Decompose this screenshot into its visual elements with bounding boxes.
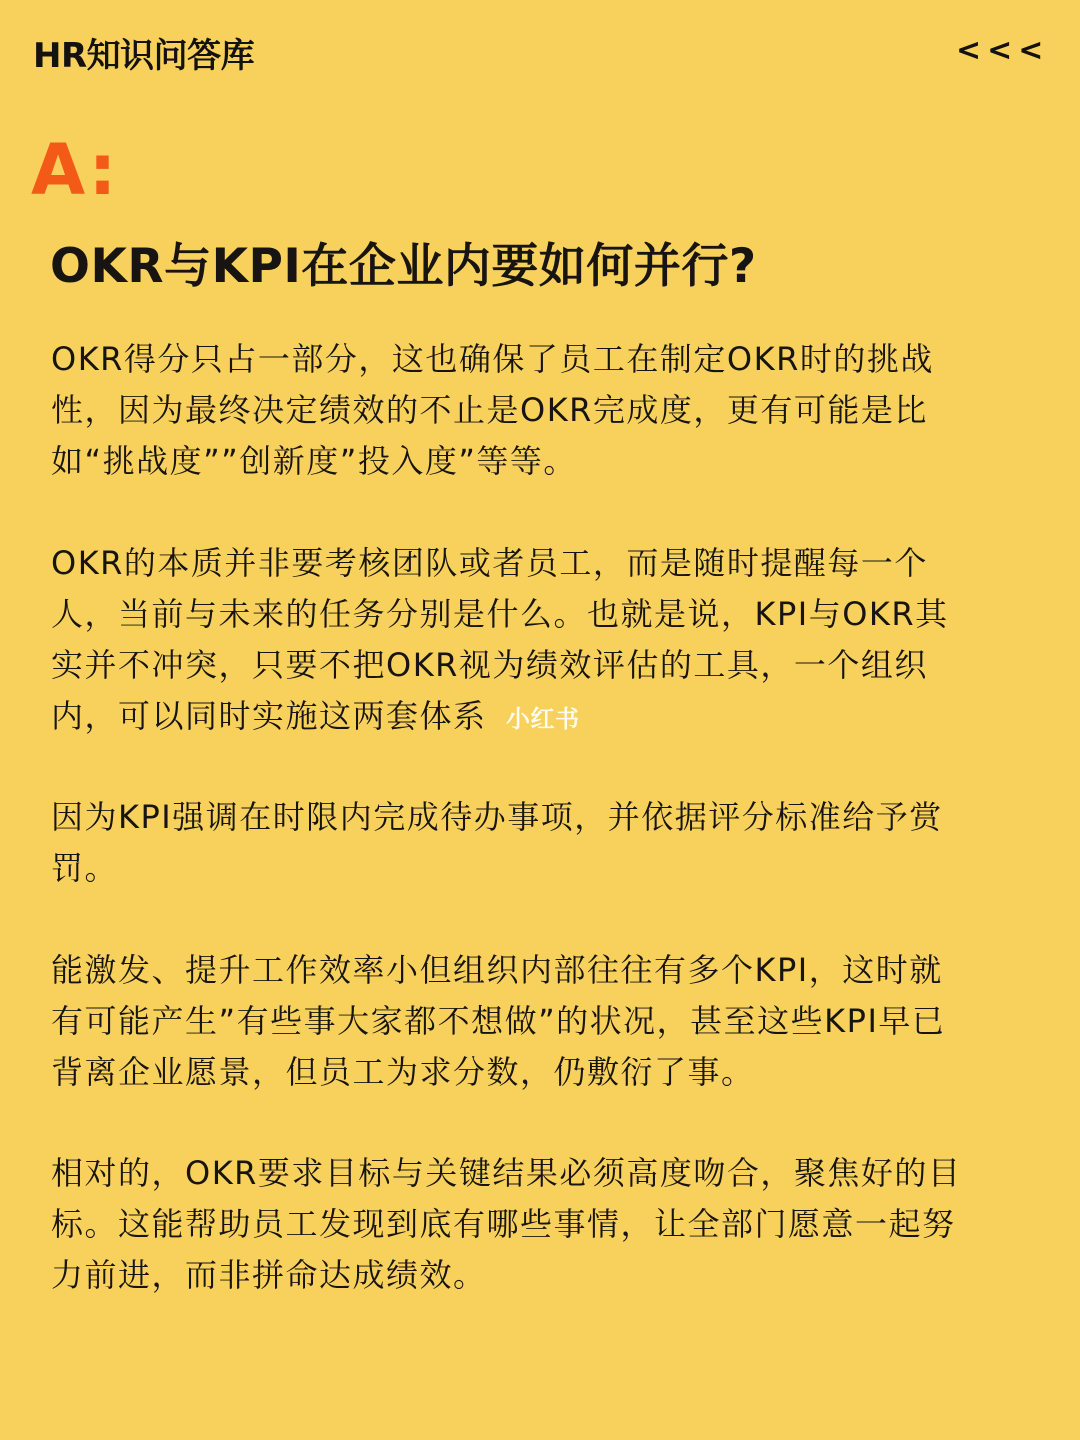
- triple-chevron-left-icon[interactable]: <<<: [956, 33, 1050, 68]
- answer-paragraph-3: 因为KPI强调在时限内完成待办事项，并依据评分标准给予赏 罚。: [51, 798, 943, 887]
- answer-paragraph-1: OKR得分只占一部分，这也确保了员工在制定OKR时的挑战 性，因为最终决定绩效的不止是OKR完成度，更有可能是比 如“挑战度””创新度”投入度”等等。: [51, 340, 934, 480]
- answer-paragraph-5: 相对的，OKR要求目标与关键结果必须高度吻合，聚焦好的目 标。这能帮助员工发现到底有哪些事情，让全部门愿意一起努 力前进，而非拼命达成绩效。: [51, 1154, 962, 1294]
- brand-title: HR知识问答库: [33, 36, 255, 76]
- answer-paragraph-4: 能激发、提升工作效率小但组织内部往往有多个KPI，这时就 有可能产生”有些事大家都不想做”的状况，甚至这些KPI早已 背离企业愿景，但员工为求分数，仍敷衍了事。: [51, 951, 946, 1091]
- answer-label: A:: [31, 129, 119, 211]
- answer-paragraph-2: OKR的本质并非要考核团队或者员工，而是随时提醒每一个 人，当前与未来的任务分别是什么。也就是说，KPI与OKR其 实并不冲突，只要不把OKR视为绩效评估的工具，一个组织 内，可以同时实施这两套体系: [51, 544, 949, 735]
- watermark-logo: 小红书: [506, 705, 580, 733]
- question-title: OKR与KPI在企业内要如何并行?: [50, 239, 757, 294]
- top-bar: [0, 0, 1080, 120]
